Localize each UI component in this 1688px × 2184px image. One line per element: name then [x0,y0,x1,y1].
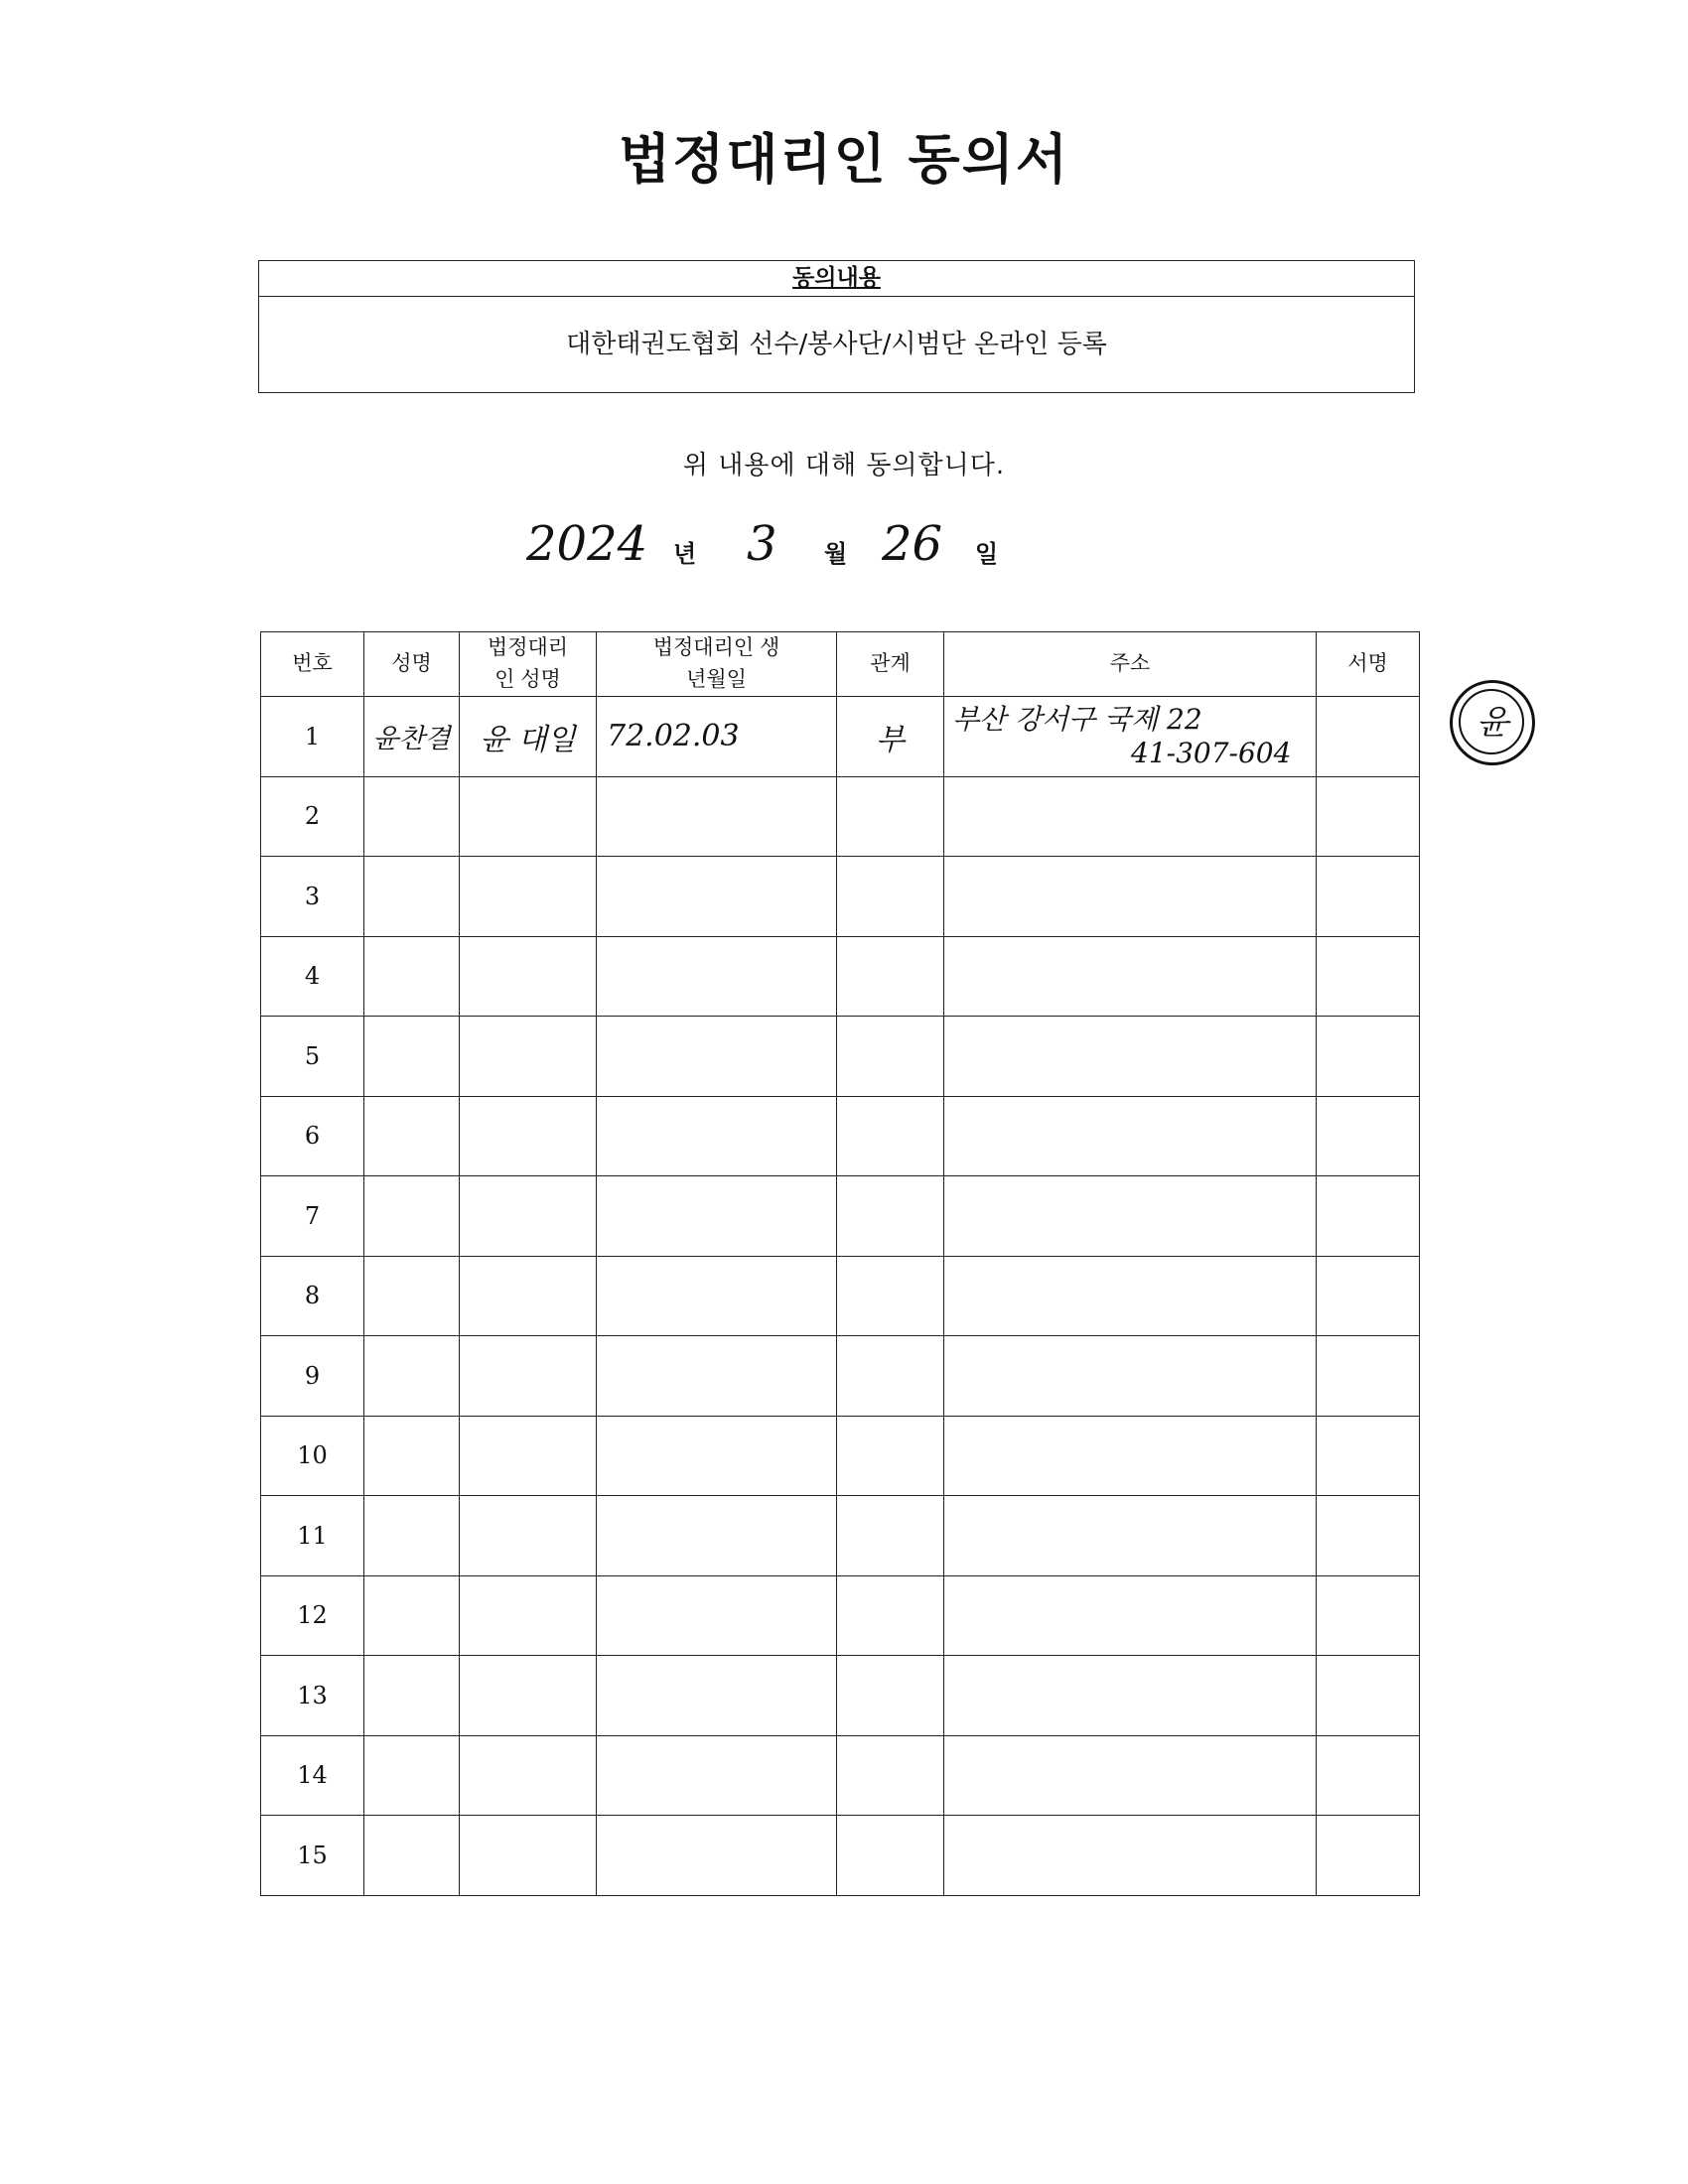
guardian-name-cell [460,1496,597,1576]
guardian-birth-cell [597,1656,837,1736]
guardian-name-cell [460,697,597,777]
guardian-birth-cell [597,1176,837,1257]
guardian-birth-cell [597,857,837,937]
row-number: 10 [261,1416,364,1496]
relation-cell [837,697,944,777]
table-row [261,1816,1420,1896]
name-cell [364,936,460,1017]
header-name: 성명 [364,632,460,697]
row-number: 13 [261,1656,364,1736]
relation-cell [837,1416,944,1496]
address-cell [944,1816,1317,1896]
address-cell [944,1735,1317,1816]
name-cell [364,1096,460,1176]
address-cell [944,1656,1317,1736]
seal-stamp [1450,680,1535,765]
header-relation: 관계 [837,632,944,697]
guardian-name-cell [460,936,597,1017]
header-number: 번호 [261,632,364,697]
relation-cell [837,1336,944,1417]
table-row [261,1017,1420,1097]
guardian-birth-cell [597,1256,837,1336]
header-guardian-birth-label: 법정대리인 생년월일 [652,636,780,691]
guardian-name-cell [460,1256,597,1336]
relation-cell [837,1256,944,1336]
name-cell [364,1256,460,1336]
date-day: 26 [882,516,943,572]
row-number: 1 [261,697,364,777]
address-cell [944,1336,1317,1417]
row-number: 14 [261,1735,364,1816]
signature-cell [1317,1656,1420,1736]
guardian-birth-cell [597,1735,837,1816]
relation-cell [837,857,944,937]
guardian-birth-cell [597,936,837,1017]
signature-cell [1317,1575,1420,1656]
table-row [261,1735,1420,1816]
guardian-name-cell [460,1096,597,1176]
signature-table [260,631,1420,1896]
relation-cell [837,1656,944,1736]
guardian-birth-cell [597,1017,837,1097]
row-number: 7 [261,1176,364,1257]
signature-cell [1317,697,1420,777]
signature-cell [1317,1496,1420,1576]
signature-cell [1317,936,1420,1017]
agree-statement: 위 내용에 대해 동의합니다. [682,451,1006,480]
header-guardian-name [460,632,597,697]
date-month: 3 [747,516,777,572]
address-cell [944,857,1317,937]
consent-header-label: 동의내용 [792,265,881,291]
row-number: 4 [261,936,364,1017]
guardian-birth-cell [597,1816,837,1896]
row-number: 11 [261,1496,364,1576]
signature-cell [1317,1176,1420,1257]
row-number: 5 [261,1017,364,1097]
guardian-birth-cell [597,1096,837,1176]
name-cell [364,1017,460,1097]
address-cell [944,1256,1317,1336]
row-number: 8 [261,1256,364,1336]
header-guardian-name-label: 법정대리인 성명 [487,636,569,691]
address-cell [944,776,1317,857]
address-cell [944,1496,1317,1576]
row-number: 6 [261,1096,364,1176]
name-cell [364,1416,460,1496]
name-cell [364,697,460,777]
name-cell [364,857,460,937]
guardian-name-cell [460,1416,597,1496]
relation-cell [837,776,944,857]
table-row [261,1176,1420,1257]
relation-value: 부 [876,722,905,757]
name-value: 윤찬결 [372,724,451,755]
relation-cell [837,1735,944,1816]
relation-cell [837,1096,944,1176]
date-year: 2024 [526,516,648,572]
guardian-birth-cell [597,1496,837,1576]
name-cell [364,1816,460,1896]
guardian-name-cell [460,1735,597,1816]
table-row [261,1416,1420,1496]
guardian-name-cell [460,776,597,857]
address-cell [944,1416,1317,1496]
address-cell [944,936,1317,1017]
relation-cell [837,1816,944,1896]
relation-cell [837,1017,944,1097]
name-cell [364,1176,460,1257]
signature-cell [1317,1735,1420,1816]
header-guardian-birth [597,632,837,697]
consent-header [259,261,1414,297]
relation-cell [837,1176,944,1257]
consent-content: 대한태권도협회 선수/봉사단/시범단 온라인 등록 [566,330,1107,359]
table-header-row [261,632,1420,697]
name-cell [364,776,460,857]
table-row [261,1656,1420,1736]
table-row [261,1336,1420,1417]
address-cell [944,697,1317,777]
address-line1: 부산 강서구 국제 22 [952,702,1202,736]
signature-cell [1317,857,1420,937]
address-cell [944,1096,1317,1176]
guardian-birth-cell [597,1416,837,1496]
signature-cell [1317,1096,1420,1176]
relation-cell [837,1575,944,1656]
row-number: 9 [261,1336,364,1417]
consent-section [258,260,1415,393]
table-row [261,1096,1420,1176]
table-row [261,857,1420,937]
table-row [261,776,1420,857]
relation-cell [837,1496,944,1576]
date-day-unit: 일 [975,540,999,568]
guardian-name-cell [460,1816,597,1896]
signature-cell [1317,1416,1420,1496]
name-cell [364,1336,460,1417]
address-line2: 41-307-604 [1131,736,1292,769]
row-number: 15 [261,1816,364,1896]
table-row [261,697,1420,777]
name-cell [364,1496,460,1576]
guardian-name-cell [460,1656,597,1736]
name-cell [364,1735,460,1816]
seal-text: 윤 [1476,703,1509,743]
name-cell [364,1656,460,1736]
table-row [261,936,1420,1017]
table-row [261,1575,1420,1656]
seal-inner-ring [1459,689,1524,754]
guardian-name-cell [460,1575,597,1656]
address-cell [944,1176,1317,1257]
date-month-unit: 월 [824,540,848,568]
signature-cell [1317,1816,1420,1896]
row-number: 3 [261,857,364,937]
signature-cell [1317,1256,1420,1336]
guardian-name-cell [460,1176,597,1257]
date-year-unit: 년 [673,540,697,568]
address-cell [944,1575,1317,1656]
header-signature: 서명 [1317,632,1420,697]
guardian-birth-value: 72.02.03 [607,719,740,754]
signature-cell [1317,1336,1420,1417]
page-title: 법정대리인 동의서 [618,128,1070,191]
name-cell [364,1575,460,1656]
row-number: 12 [261,1575,364,1656]
table-row [261,1496,1420,1576]
guardian-birth-cell [597,1575,837,1656]
guardian-birth-cell [597,697,837,777]
guardian-name-cell [460,857,597,937]
address-cell [944,1017,1317,1097]
relation-cell [837,936,944,1017]
signature-cell [1317,1017,1420,1097]
signature-cell [1317,776,1420,857]
guardian-birth-cell [597,1336,837,1417]
guardian-name-cell [460,1017,597,1097]
row-number: 2 [261,776,364,857]
guardian-name-cell [460,1336,597,1417]
header-address: 주소 [944,632,1317,697]
guardian-birth-cell [597,776,837,857]
guardian-name-value: 윤 대일 [480,722,576,757]
table-row [261,1256,1420,1336]
